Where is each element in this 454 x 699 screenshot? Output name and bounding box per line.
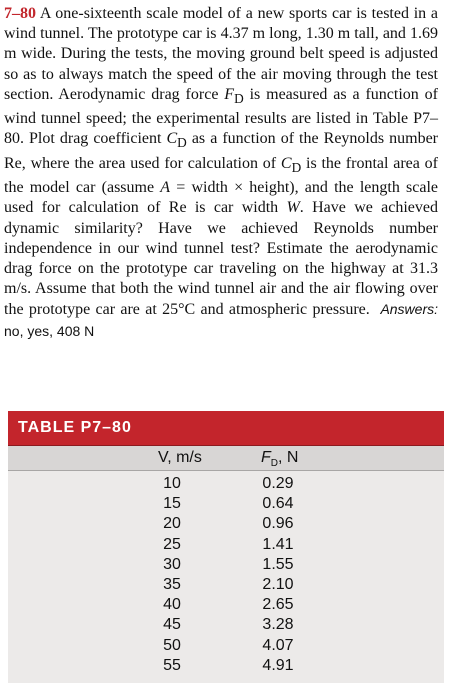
data-table (8, 411, 444, 683)
table-row (8, 615, 444, 635)
answers-text: no, yes, 408 N (4, 322, 95, 339)
problem-text-2: is measured as a function of wind tunnel speed; the experimental results are listed in Table P7–80. Plot drag coefficient (4, 85, 438, 148)
table-row (8, 494, 444, 514)
problem-statement (4, 4, 438, 342)
table-row (8, 595, 444, 615)
velocity-cell: 15 (163, 495, 181, 513)
drag-force-cell: 0.29 (262, 475, 294, 492)
velocity-cell: 25 (163, 535, 181, 553)
problem-text-3: as a function of the Reynolds number Re, where the area used for calculation of (4, 130, 439, 172)
table-title: TABLE P7–80 (8, 411, 444, 446)
velocity-cell: 40 (163, 596, 181, 614)
cd-subscript-2: D (291, 159, 302, 175)
a-symbol: A (160, 179, 171, 197)
table-column-headers (8, 446, 444, 471)
velocity-cell: 45 (163, 616, 181, 634)
column-header-velocity: V, m/s (158, 449, 202, 466)
column-header-f-subscript: D (270, 458, 279, 470)
table-body (8, 471, 444, 676)
problem-number: 7–80 (4, 5, 36, 22)
fd-subscript: D (234, 91, 244, 106)
problem-text-4: is the frontal area of the model car (assume (4, 154, 438, 197)
drag-force-cell: 2.65 (262, 596, 294, 614)
column-header-f-symbol: F (261, 449, 271, 466)
table-row (8, 514, 444, 534)
fd-symbol: F (224, 85, 235, 103)
velocity-cell: 30 (163, 555, 181, 573)
drag-force-cell: 4.07 (262, 636, 294, 654)
drag-force-cell: 0.96 (262, 515, 294, 533)
drag-force-cell: 3.28 (262, 616, 294, 634)
w-symbol: W (286, 199, 300, 217)
velocity-cell: 10 (163, 475, 181, 492)
table-row (8, 636, 444, 656)
table-row (8, 474, 444, 494)
cd-symbol: C (166, 130, 178, 148)
table-row (8, 575, 444, 595)
velocity-cell: 20 (163, 515, 181, 533)
cd-symbol-2: C (280, 154, 292, 172)
velocity-cell: 55 (163, 656, 181, 674)
cd-subscript: D (177, 135, 187, 151)
drag-force-cell: 4.91 (262, 656, 294, 674)
table-row (8, 535, 444, 555)
velocity-cell: 50 (163, 636, 181, 654)
drag-force-cell: 1.41 (262, 535, 294, 553)
column-header-f-unit: , N (278, 449, 299, 466)
answers-label: Answers: (380, 301, 439, 318)
table-row (8, 555, 444, 575)
table-row (8, 656, 444, 676)
drag-force-cell: 1.55 (262, 555, 294, 573)
problem-text-5: = width × height), and the length scale used for calculation of Re is car width (4, 179, 438, 217)
drag-force-cell: 2.10 (262, 575, 294, 593)
velocity-cell: 35 (163, 575, 181, 593)
problem-text-6: . Have we achieved dynamic similarity? Have we achieved Reynolds number independence in our wind tunnel test? Estimate the aerodynamic drag force on the prototype car traveling on the highway at 31.3 m/s. Assume that both the wind tunnel air and the air flowing over the prototype car are at 25°C and atmospheric pressure. (4, 199, 439, 319)
drag-force-cell: 0.64 (262, 495, 294, 513)
problem-text-1: A one-sixteenth scale model of a new sports car is tested in a wind tunnel. The prototype car is 4.37 m long, 1.30 m tall, and 1.69 m wide. During the tests, the moving ground belt speed is adjusted so as to always match the speed of the air moving through the test section. Aerodynamic drag force (4, 5, 439, 103)
